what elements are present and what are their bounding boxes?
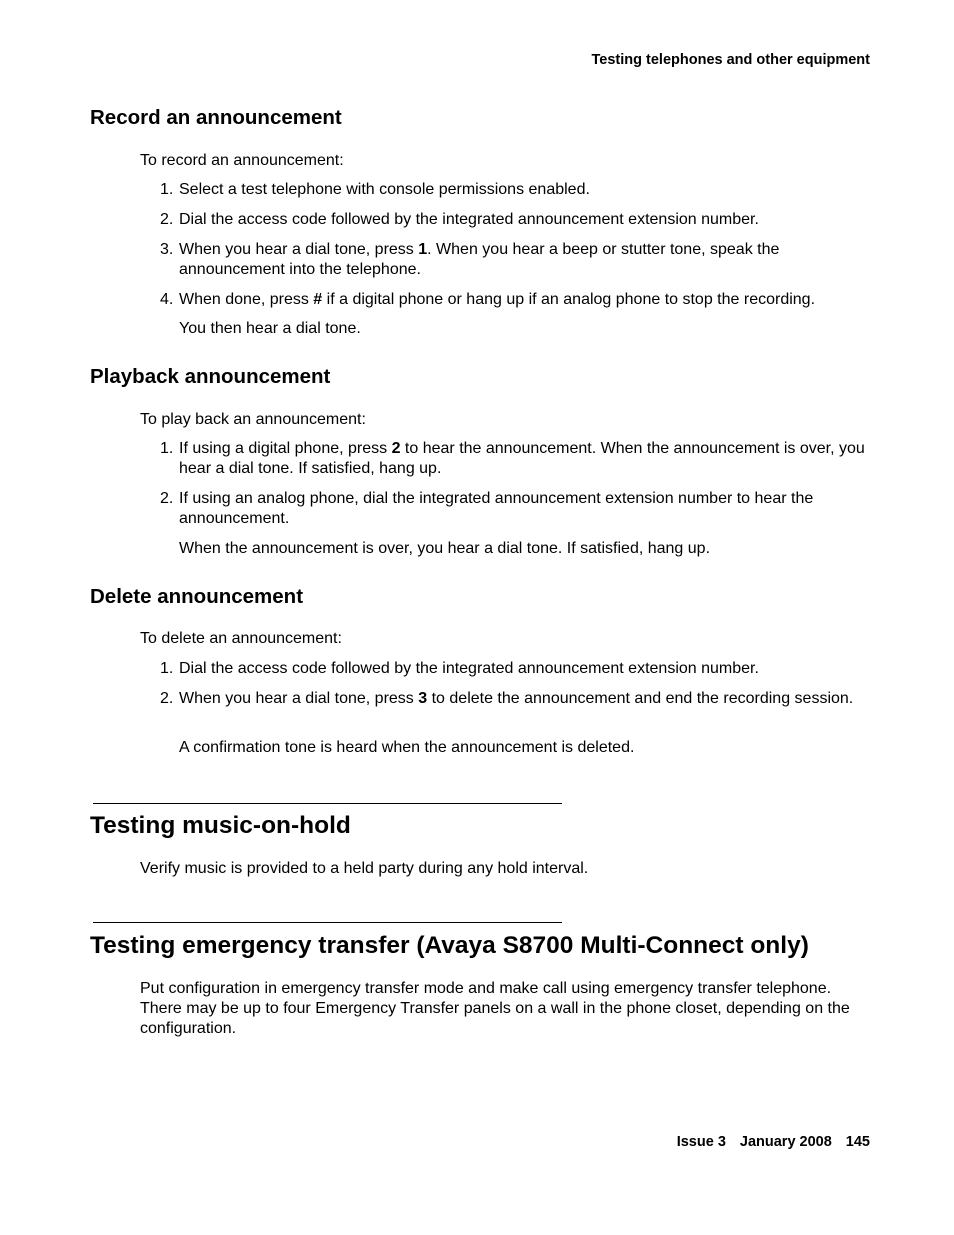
footer-date: January 2008: [739, 1134, 832, 1150]
list-item: [160, 689, 870, 709]
step-text: Dial the access code followed by the integrated announcement extension number.: [179, 660, 759, 677]
step-text: Dial the access code followed by the integrated announcement extension number.: [179, 211, 759, 228]
list-item: [160, 489, 870, 529]
section-heading-playback: Playback announcement: [90, 365, 331, 388]
section-heading-emergency-transfer: Testing emergency transfer (Avaya S8700 Multi-Connect only): [90, 932, 809, 959]
section-heading-delete: Delete announcement: [90, 585, 304, 608]
key-label: #: [313, 291, 323, 308]
list-number: 1.: [160, 440, 174, 457]
step-text: When you hear a dial tone, press: [179, 690, 419, 707]
list-number: 1.: [160, 660, 174, 677]
list-item: [160, 210, 870, 230]
music-on-hold-body: Verify music is provided to a held party during any hold interval.: [140, 860, 589, 877]
page-number: 145: [845, 1134, 870, 1150]
section-heading-record: Record an announcement: [90, 106, 342, 129]
key-label: 1: [418, 241, 428, 258]
running-header: Testing telephones and other equipment: [591, 52, 870, 68]
step-text: When done, press: [179, 291, 314, 308]
list-number: 4.: [160, 291, 174, 308]
delete-intro: To delete an announcement:: [140, 630, 342, 647]
list-item: [160, 240, 870, 280]
list-item: [160, 439, 870, 479]
record-note: You then hear a dial tone.: [179, 320, 361, 337]
key-label: 3: [418, 690, 428, 707]
step-text: If using a digital phone, press: [179, 440, 392, 457]
step-text: to hear the announcement. When the announcement is over, you hear a dial tone. If satisfied, hang up.: [179, 440, 865, 477]
section-divider: [93, 803, 562, 804]
section-heading-music-on-hold: Testing music-on-hold: [90, 812, 351, 839]
key-label: 2: [391, 440, 401, 457]
list-item: [160, 659, 870, 679]
section-divider: [93, 922, 562, 923]
list-number: 2.: [160, 211, 174, 228]
step-text: . When you hear a beep or stutter tone, speak the announcement into the telephone.: [179, 241, 780, 278]
step-text: If using an analog phone, dial the integrated announcement extension number to hear the announcement.: [179, 490, 814, 527]
record-intro: To record an announcement:: [140, 152, 344, 169]
footer-issue: Issue 3: [676, 1134, 726, 1150]
emergency-transfer-body: Put configuration in emergency transfer mode and make call using emergency transfer telephone. There may be up to four Emergency Transfer panels on a wall in the phone closet, depending on the configuration.: [140, 980, 850, 1037]
list-number: 2.: [160, 690, 174, 707]
playback-note: When the announcement is over, you hear a dial tone. If satisfied, hang up.: [179, 540, 711, 557]
page-footer: [677, 1134, 870, 1150]
step-text: Select a test telephone with console permissions enabled.: [179, 181, 590, 198]
list-number: 1.: [160, 181, 174, 198]
step-text: to delete the announcement and end the recording session.: [427, 690, 854, 707]
step-text: When you hear a dial tone, press: [179, 241, 419, 258]
list-item: [160, 180, 870, 200]
list-item: [160, 290, 870, 310]
delete-note: A confirmation tone is heard when the announcement is deleted.: [179, 739, 635, 756]
list-number: 3.: [160, 241, 174, 258]
playback-intro: To play back an announcement:: [140, 411, 366, 428]
list-number: 2.: [160, 490, 174, 507]
step-text: if a digital phone or hang up if an analog phone to stop the recording.: [322, 291, 816, 308]
